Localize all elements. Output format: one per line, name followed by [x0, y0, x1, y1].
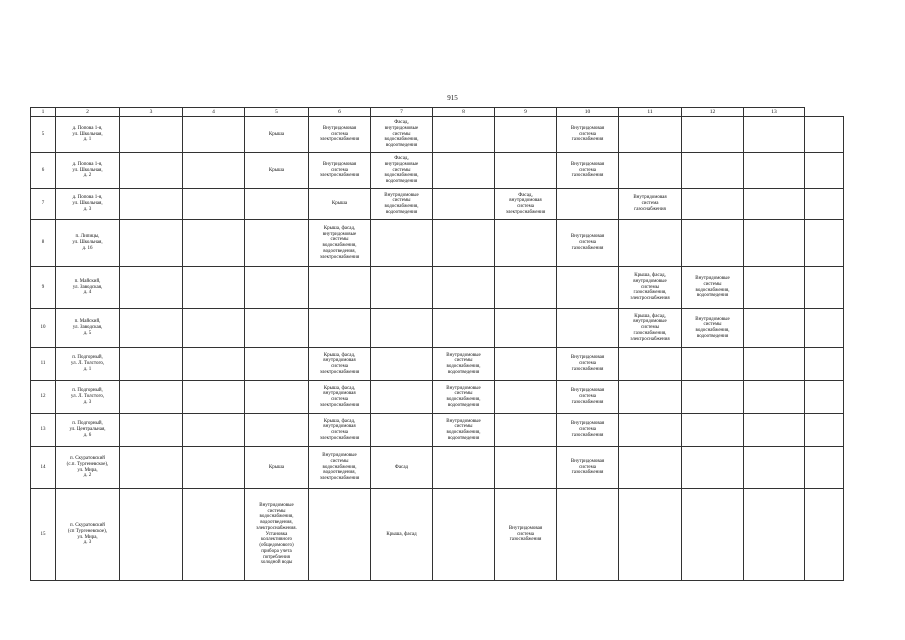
column-number-cell: 7: [371, 108, 433, 117]
table-cell: Внутридомовые системы водоснабжения, водоотведения: [682, 267, 744, 309]
table-cell: [433, 309, 495, 348]
table-cell: [183, 414, 245, 447]
table-cell: [805, 348, 844, 381]
table-cell: [183, 153, 245, 189]
table-cell: [183, 220, 245, 267]
table-cell: [744, 267, 805, 309]
table-cell: [183, 117, 245, 153]
table-cell: [619, 414, 682, 447]
table-cell: [682, 153, 744, 189]
table-cell: [805, 309, 844, 348]
table-cell: Крыша: [309, 189, 371, 220]
table-cell: [120, 153, 183, 189]
table-cell: [371, 267, 433, 309]
table-cell: [183, 348, 245, 381]
table-cell: [805, 267, 844, 309]
table-cell: [682, 381, 744, 414]
table-row: [31, 220, 844, 267]
table-row: [31, 381, 844, 414]
table-cell: Внутридомовые системы водоснабжения, водоотведения, электроснабжения. Установка коллективного (общедомового) прибора учета потребления холодной воды: [245, 489, 309, 581]
table-cell: [682, 414, 744, 447]
table-cell: 12: [31, 381, 56, 414]
column-number-cell: 6: [309, 108, 371, 117]
table-cell: [309, 267, 371, 309]
table-cell: Внутридомовые системы водоснабжения, водоотведения: [433, 381, 495, 414]
table-cell: [682, 117, 744, 153]
table-cell: [557, 309, 619, 348]
table-row: [31, 348, 844, 381]
table-cell: [744, 309, 805, 348]
table-cell: Крыша, фасад, внутридомовая система электроснабжения: [309, 414, 371, 447]
table-cell: [433, 489, 495, 581]
column-number-cell: 4: [183, 108, 245, 117]
table-cell: Внутридомовые системы водоснабжения, водоотведения: [371, 189, 433, 220]
table-cell: [371, 348, 433, 381]
table-cell: 5: [31, 117, 56, 153]
table-cell: [495, 414, 557, 447]
table-cell: [805, 220, 844, 267]
table-row: [31, 153, 844, 189]
table-cell: Крыша, фасад, внутридомовая система электроснабжения: [309, 348, 371, 381]
table-cell: [371, 309, 433, 348]
table-cell: [371, 414, 433, 447]
table-cell: [495, 348, 557, 381]
table-row: [31, 447, 844, 489]
table-cell: Фасад, внутридомовые системы водоснабжения, водоотведения: [371, 117, 433, 153]
table-cell: [120, 267, 183, 309]
table-row: [31, 267, 844, 309]
table-cell: Крыша, фасад, внутридомовые системы газоснабжения, электроснабжения: [619, 309, 682, 348]
table-cell: Крыша: [245, 447, 309, 489]
table-cell: [433, 153, 495, 189]
table-cell: [744, 414, 805, 447]
table-cell: [682, 348, 744, 381]
table-cell: п. Липицы, ул. Школьная, д. 16: [56, 220, 120, 267]
column-number-cell: 10: [557, 108, 619, 117]
table-cell: [744, 447, 805, 489]
table-cell: Фасад: [371, 447, 433, 489]
table-cell: [744, 153, 805, 189]
table-cell: [245, 381, 309, 414]
repair-schedule-table: [30, 107, 844, 581]
table-cell: Внутридомовая система газоснабжения: [557, 117, 619, 153]
table-cell: Внутридомовая система газоснабжения: [495, 489, 557, 581]
table-cell: Внутридомовая система газоснабжения: [557, 220, 619, 267]
table-cell: [433, 447, 495, 489]
column-number-cell: 9: [495, 108, 557, 117]
table-cell: [245, 189, 309, 220]
table-cell: [183, 447, 245, 489]
column-number-cell: 8: [433, 108, 495, 117]
table-cell: [309, 489, 371, 581]
table-cell: [495, 309, 557, 348]
table-cell: [682, 489, 744, 581]
table-cell: [805, 117, 844, 153]
table-cell: 14: [31, 447, 56, 489]
column-number-cell: 13: [744, 108, 805, 117]
table-cell: [619, 220, 682, 267]
table-cell: Внутридомовая система газоснабжения: [557, 414, 619, 447]
table-cell: п. Скуратовский (с.п. Тургеневское), ул. Мира, д. 2: [56, 447, 120, 489]
table-cell: Внутридомовая система газоснабжения: [557, 153, 619, 189]
table-cell: [433, 189, 495, 220]
column-number-cell: 11: [619, 108, 682, 117]
table-cell: [744, 489, 805, 581]
table-cell: [120, 447, 183, 489]
table-cell: п. Майский, ул. Заводская, д. 5: [56, 309, 120, 348]
table-cell: д. Попова 1-я, ул. Школьная, д. 2: [56, 153, 120, 189]
table-cell: [619, 489, 682, 581]
table-cell: [619, 117, 682, 153]
table-cell: [619, 153, 682, 189]
table-cell: 10: [31, 309, 56, 348]
table-cell: Внутридомовая система электроснабжения: [309, 117, 371, 153]
column-number-cell: 2: [56, 108, 120, 117]
table-cell: [120, 309, 183, 348]
table-cell: [682, 189, 744, 220]
table-cell: [433, 267, 495, 309]
table-cell: [120, 220, 183, 267]
table-cell: [433, 220, 495, 267]
table-cell: Внутридомовая система газоснабжения: [619, 189, 682, 220]
table-cell: [744, 117, 805, 153]
table-cell: [120, 348, 183, 381]
table-cell: [805, 489, 844, 581]
table-cell: [495, 381, 557, 414]
table-cell: [495, 447, 557, 489]
table-cell: п. Майский, ул. Заводская, д. 4: [56, 267, 120, 309]
table-cell: п. Подгорный, ул. Л. Толстого, д. 3: [56, 381, 120, 414]
table-cell: 6: [31, 153, 56, 189]
table-cell: [245, 348, 309, 381]
table-row: [31, 414, 844, 447]
column-number-cell: 12: [682, 108, 744, 117]
table-cell: [805, 447, 844, 489]
table-cell: [120, 189, 183, 220]
table-cell: Крыша, фасад: [371, 489, 433, 581]
table-cell: [495, 220, 557, 267]
table-cell: Фасад, внутридомовые системы водоснабжения, водоотведения: [371, 153, 433, 189]
table-cell: [619, 447, 682, 489]
table-cell: [183, 309, 245, 348]
column-number-row: [31, 108, 844, 117]
table-cell: [744, 220, 805, 267]
table-cell: [120, 414, 183, 447]
table-cell: Внутридомовая система газоснабжения: [557, 381, 619, 414]
table-cell: Крыша, фасад, внутридомовая система электроснабжения: [309, 381, 371, 414]
table-cell: [120, 489, 183, 581]
table-cell: Крыша: [245, 117, 309, 153]
table-cell: [245, 309, 309, 348]
page-number: 915: [447, 94, 458, 102]
table-cell: Внутридомовая система газоснабжения: [557, 447, 619, 489]
table-cell: п. Подгорный, ул. Л. Толстого, д. 1: [56, 348, 120, 381]
table-cell: [371, 381, 433, 414]
table-cell: [245, 220, 309, 267]
table-cell: [495, 117, 557, 153]
table-cell: [183, 267, 245, 309]
table-row: [31, 189, 844, 220]
table-cell: [120, 381, 183, 414]
table-cell: Внутридомовая система электроснабжения: [309, 153, 371, 189]
table-cell: [557, 489, 619, 581]
table-cell: [805, 153, 844, 189]
table-row: [31, 489, 844, 581]
table-cell: [183, 381, 245, 414]
table-cell: [245, 267, 309, 309]
table-cell: [309, 309, 371, 348]
table-cell: Крыша, фасад, внутридомовые системы водоснабжения, водоотведения, электроснабжения: [309, 220, 371, 267]
table-cell: [433, 117, 495, 153]
table-cell: 13: [31, 414, 56, 447]
table-cell: [744, 348, 805, 381]
table-cell: 7: [31, 189, 56, 220]
table-cell: Крыша, фасад, внутридомовые системы газоснабжения, электроснабжения: [619, 267, 682, 309]
table-cell: [805, 414, 844, 447]
table-cell: [682, 220, 744, 267]
table-row: [31, 309, 844, 348]
table-cell: [744, 381, 805, 414]
table-cell: 9: [31, 267, 56, 309]
table-cell: [371, 220, 433, 267]
table-cell: Крыша: [245, 153, 309, 189]
table-cell: [495, 267, 557, 309]
table-cell: [557, 267, 619, 309]
table-cell: п. Подгорный, ул. Центральная, д. 6: [56, 414, 120, 447]
table-cell: [744, 189, 805, 220]
table-cell: [805, 189, 844, 220]
table-cell: [805, 381, 844, 414]
table-cell: 8: [31, 220, 56, 267]
table-cell: д. Попова 1-я, ул. Школьная, д. 1: [56, 117, 120, 153]
table-cell: [682, 447, 744, 489]
table-cell: Фасад, внутридомовая система электроснабжения: [495, 189, 557, 220]
table-cell: 11: [31, 348, 56, 381]
table-cell: [183, 189, 245, 220]
table-cell: Внутридомовая система газоснабжения: [557, 348, 619, 381]
table-cell: [120, 117, 183, 153]
table-cell: [495, 153, 557, 189]
table-cell: 15: [31, 489, 56, 581]
table-cell: [245, 414, 309, 447]
table-cell: Внутридомовые системы водоснабжения, водоотведения: [433, 414, 495, 447]
table-cell: п. Скуратовский (сп Тургеневское), ул. Мира, д. 3: [56, 489, 120, 581]
column-number-cell: 5: [245, 108, 309, 117]
table-cell: д. Попова 1-я, ул. Школьная, д. 3: [56, 189, 120, 220]
table-cell: Внутридомовые системы водоснабжения, водоотведения: [682, 309, 744, 348]
table-cell: [619, 348, 682, 381]
table-row: [31, 117, 844, 153]
table-cell: [183, 489, 245, 581]
table-cell: Внутридомовые системы водоснабжения, водоотведения, электроснабжения: [309, 447, 371, 489]
table-cell: [557, 189, 619, 220]
table-cell: Внутридомовые системы водоснабжения, водоотведения: [433, 348, 495, 381]
table-cell: [619, 381, 682, 414]
column-number-cell: 1: [31, 108, 56, 117]
column-number-cell: 3: [120, 108, 183, 117]
